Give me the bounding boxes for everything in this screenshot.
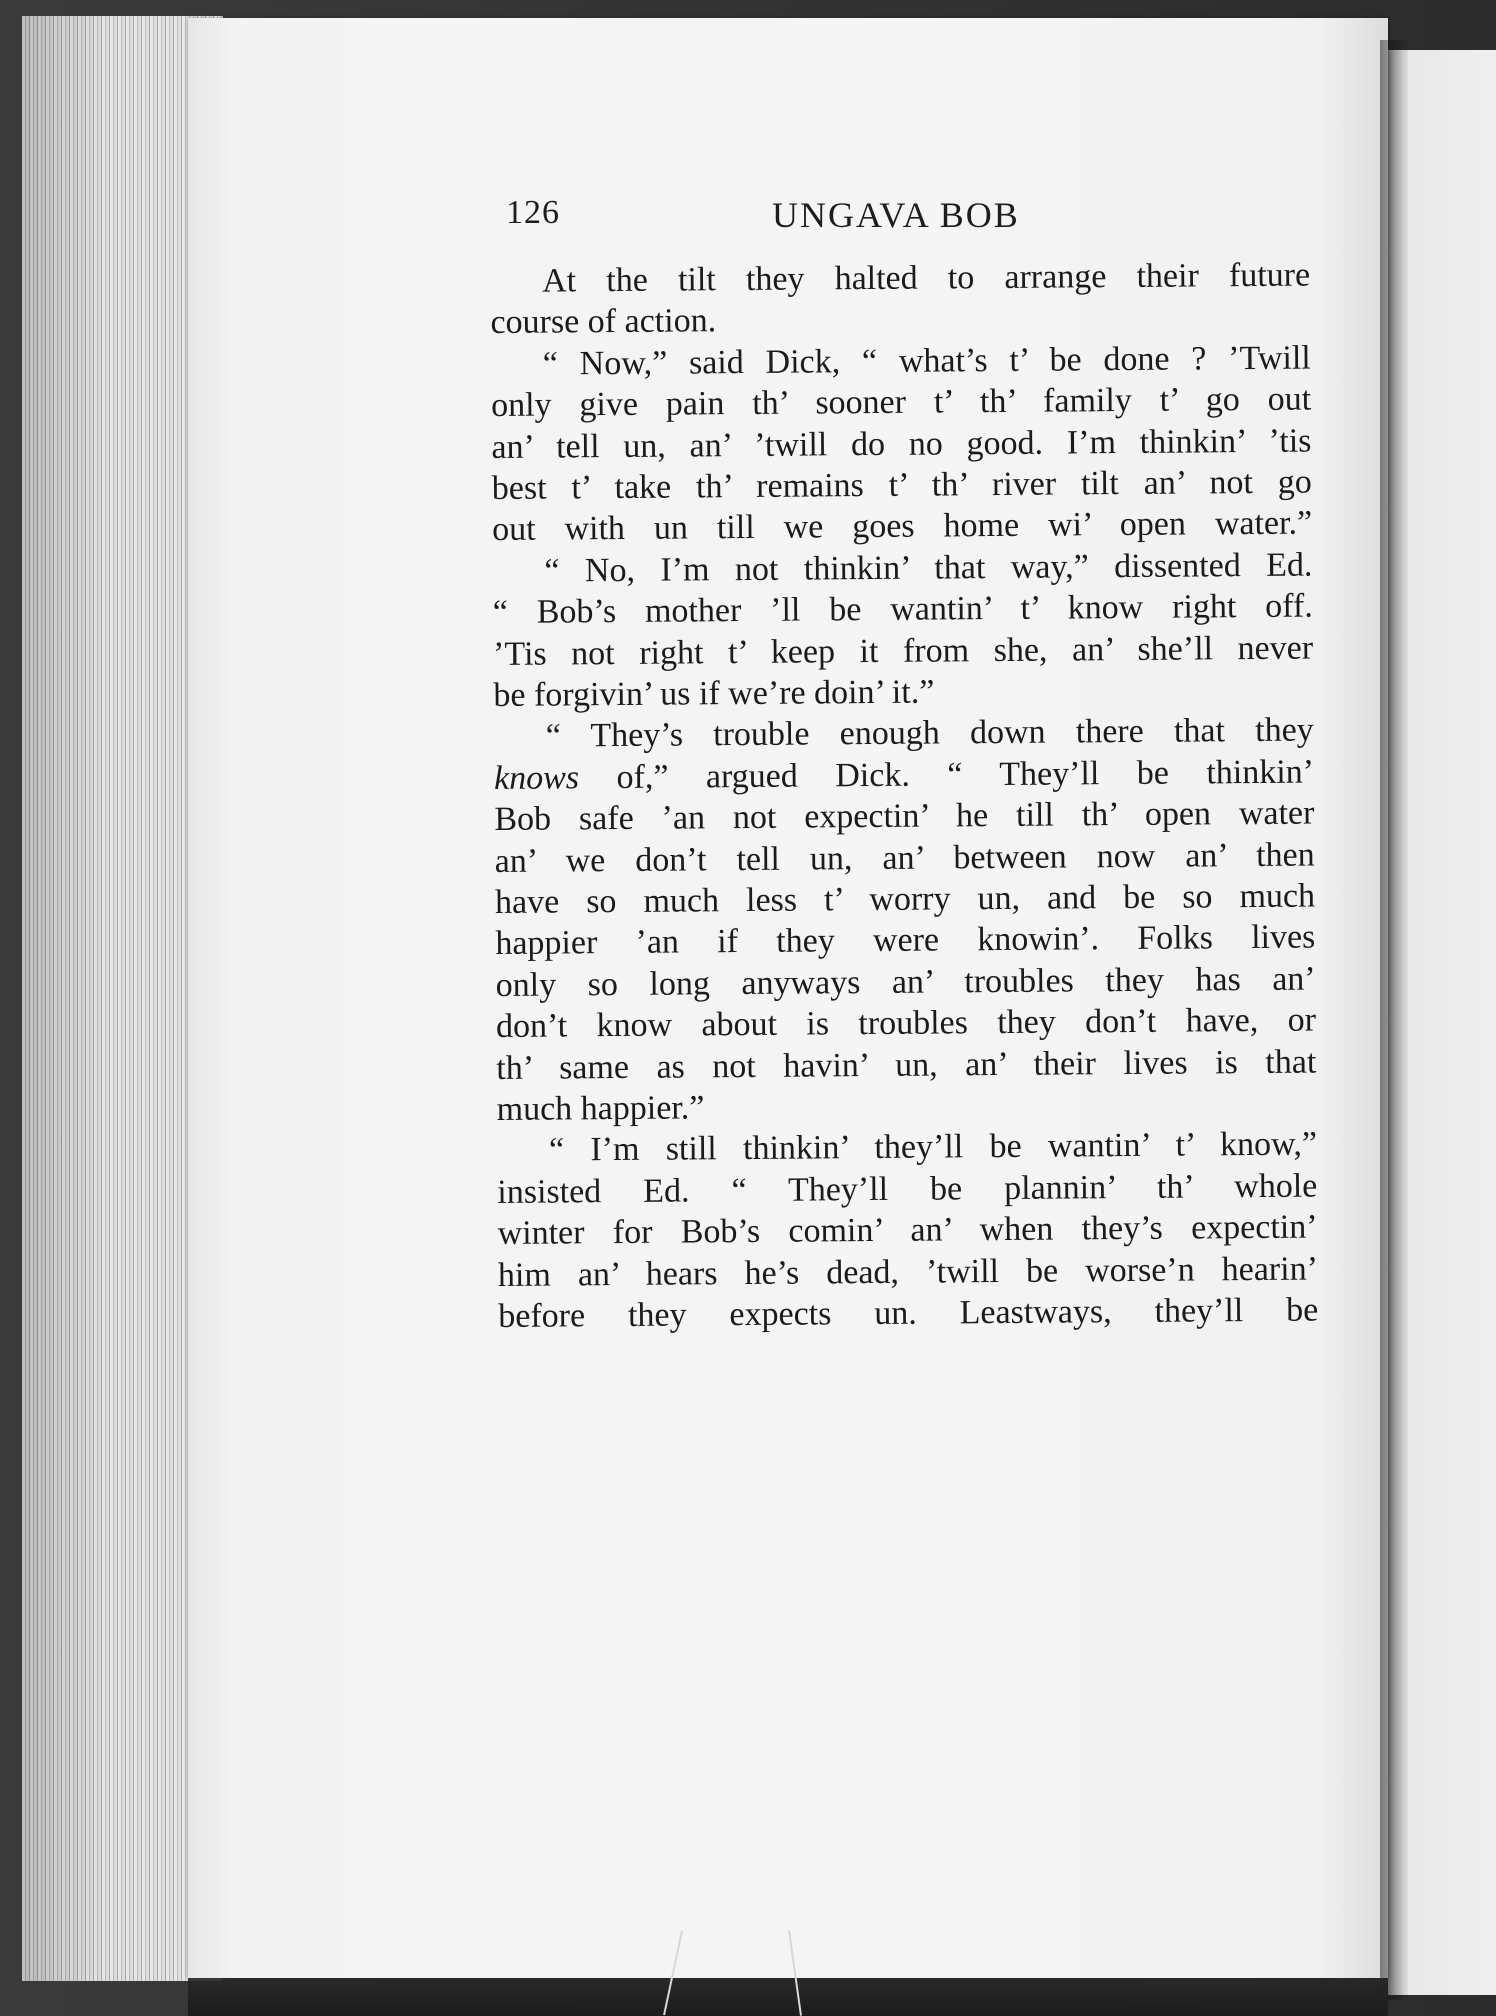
text-run: ’Tis not right t’ keep it from she, an’ she’ll never xyxy=(492,629,1314,673)
text-run: him an’ hears he’s dead, ’twill be worse’n hearin’ xyxy=(497,1250,1319,1294)
text-run: don’t know about is troubles they don’t have, or xyxy=(495,1001,1317,1045)
text-run: best t’ take th’ remains t’ th’ river tilt an’ not go xyxy=(491,463,1312,507)
text-run: winter for Bob’s comin’ an’ when they’s expectin’ xyxy=(497,1208,1318,1252)
text-run: course of action. xyxy=(490,302,717,341)
text-run: before they expects un. Leastways, they’ll be xyxy=(498,1291,1319,1335)
text-run: happier ’an if they were knowin’. Folks lives xyxy=(495,918,1316,962)
text-line xyxy=(498,1289,1318,1339)
text-run: “ Now,” said Dick, “ what’s t’ be done ? ’Twill xyxy=(542,339,1311,383)
text-run: At the tilt they halted to arrange their future xyxy=(542,256,1311,300)
text-run: insisted Ed. “ They’ll be plannin’ th’ whole xyxy=(497,1167,1318,1211)
text-run: of,” argued Dick. “ They’ll be thinkin’ xyxy=(578,753,1315,797)
text-run: only so long anyways an’ troubles they has an’ xyxy=(495,960,1316,1004)
text-run: “ I’m still thinkin’ they’ll be wantin’ t’ know,” xyxy=(548,1125,1318,1169)
text-run: be forgivin’ us if we’re doin’ it.” xyxy=(493,673,935,714)
bottom-edge-shadow xyxy=(188,1978,1388,2016)
page-header xyxy=(506,188,1042,238)
text-run: Bob safe ’an not expectin’ he till th’ open water xyxy=(494,794,1315,838)
italic-word: knows xyxy=(493,759,580,797)
text-run: have so much less t’ worry un, and be so much xyxy=(494,877,1316,921)
text-run: an’ we don’t tell un, an’ between now an’ then xyxy=(494,836,1315,880)
text-run: much happier.” xyxy=(496,1089,705,1128)
gutter-shadow xyxy=(1380,40,1408,2000)
text-run: only give pain th’ sooner t’ th’ family t’ go out xyxy=(490,380,1312,424)
running-title: UNGAVA BOB xyxy=(772,195,1020,235)
text-run: “ No, I’m not thinkin’ that way,” dissented Ed. xyxy=(544,546,1313,590)
text-run: an’ tell un, an’ ’twill do no good. I’m thinkin’ ’tis xyxy=(491,422,1312,466)
text-run: out with un till we goes home wi’ open water.” xyxy=(491,504,1313,548)
text-run: “ Bob’s mother ’ll be wantin’ t’ know right off. xyxy=(492,587,1313,631)
page-number: 126 xyxy=(506,194,560,231)
text-run: “ They’s trouble enough down there that they xyxy=(545,711,1314,755)
text-run: th’ same as not havin’ un, an’ their lives is that xyxy=(496,1043,1317,1087)
